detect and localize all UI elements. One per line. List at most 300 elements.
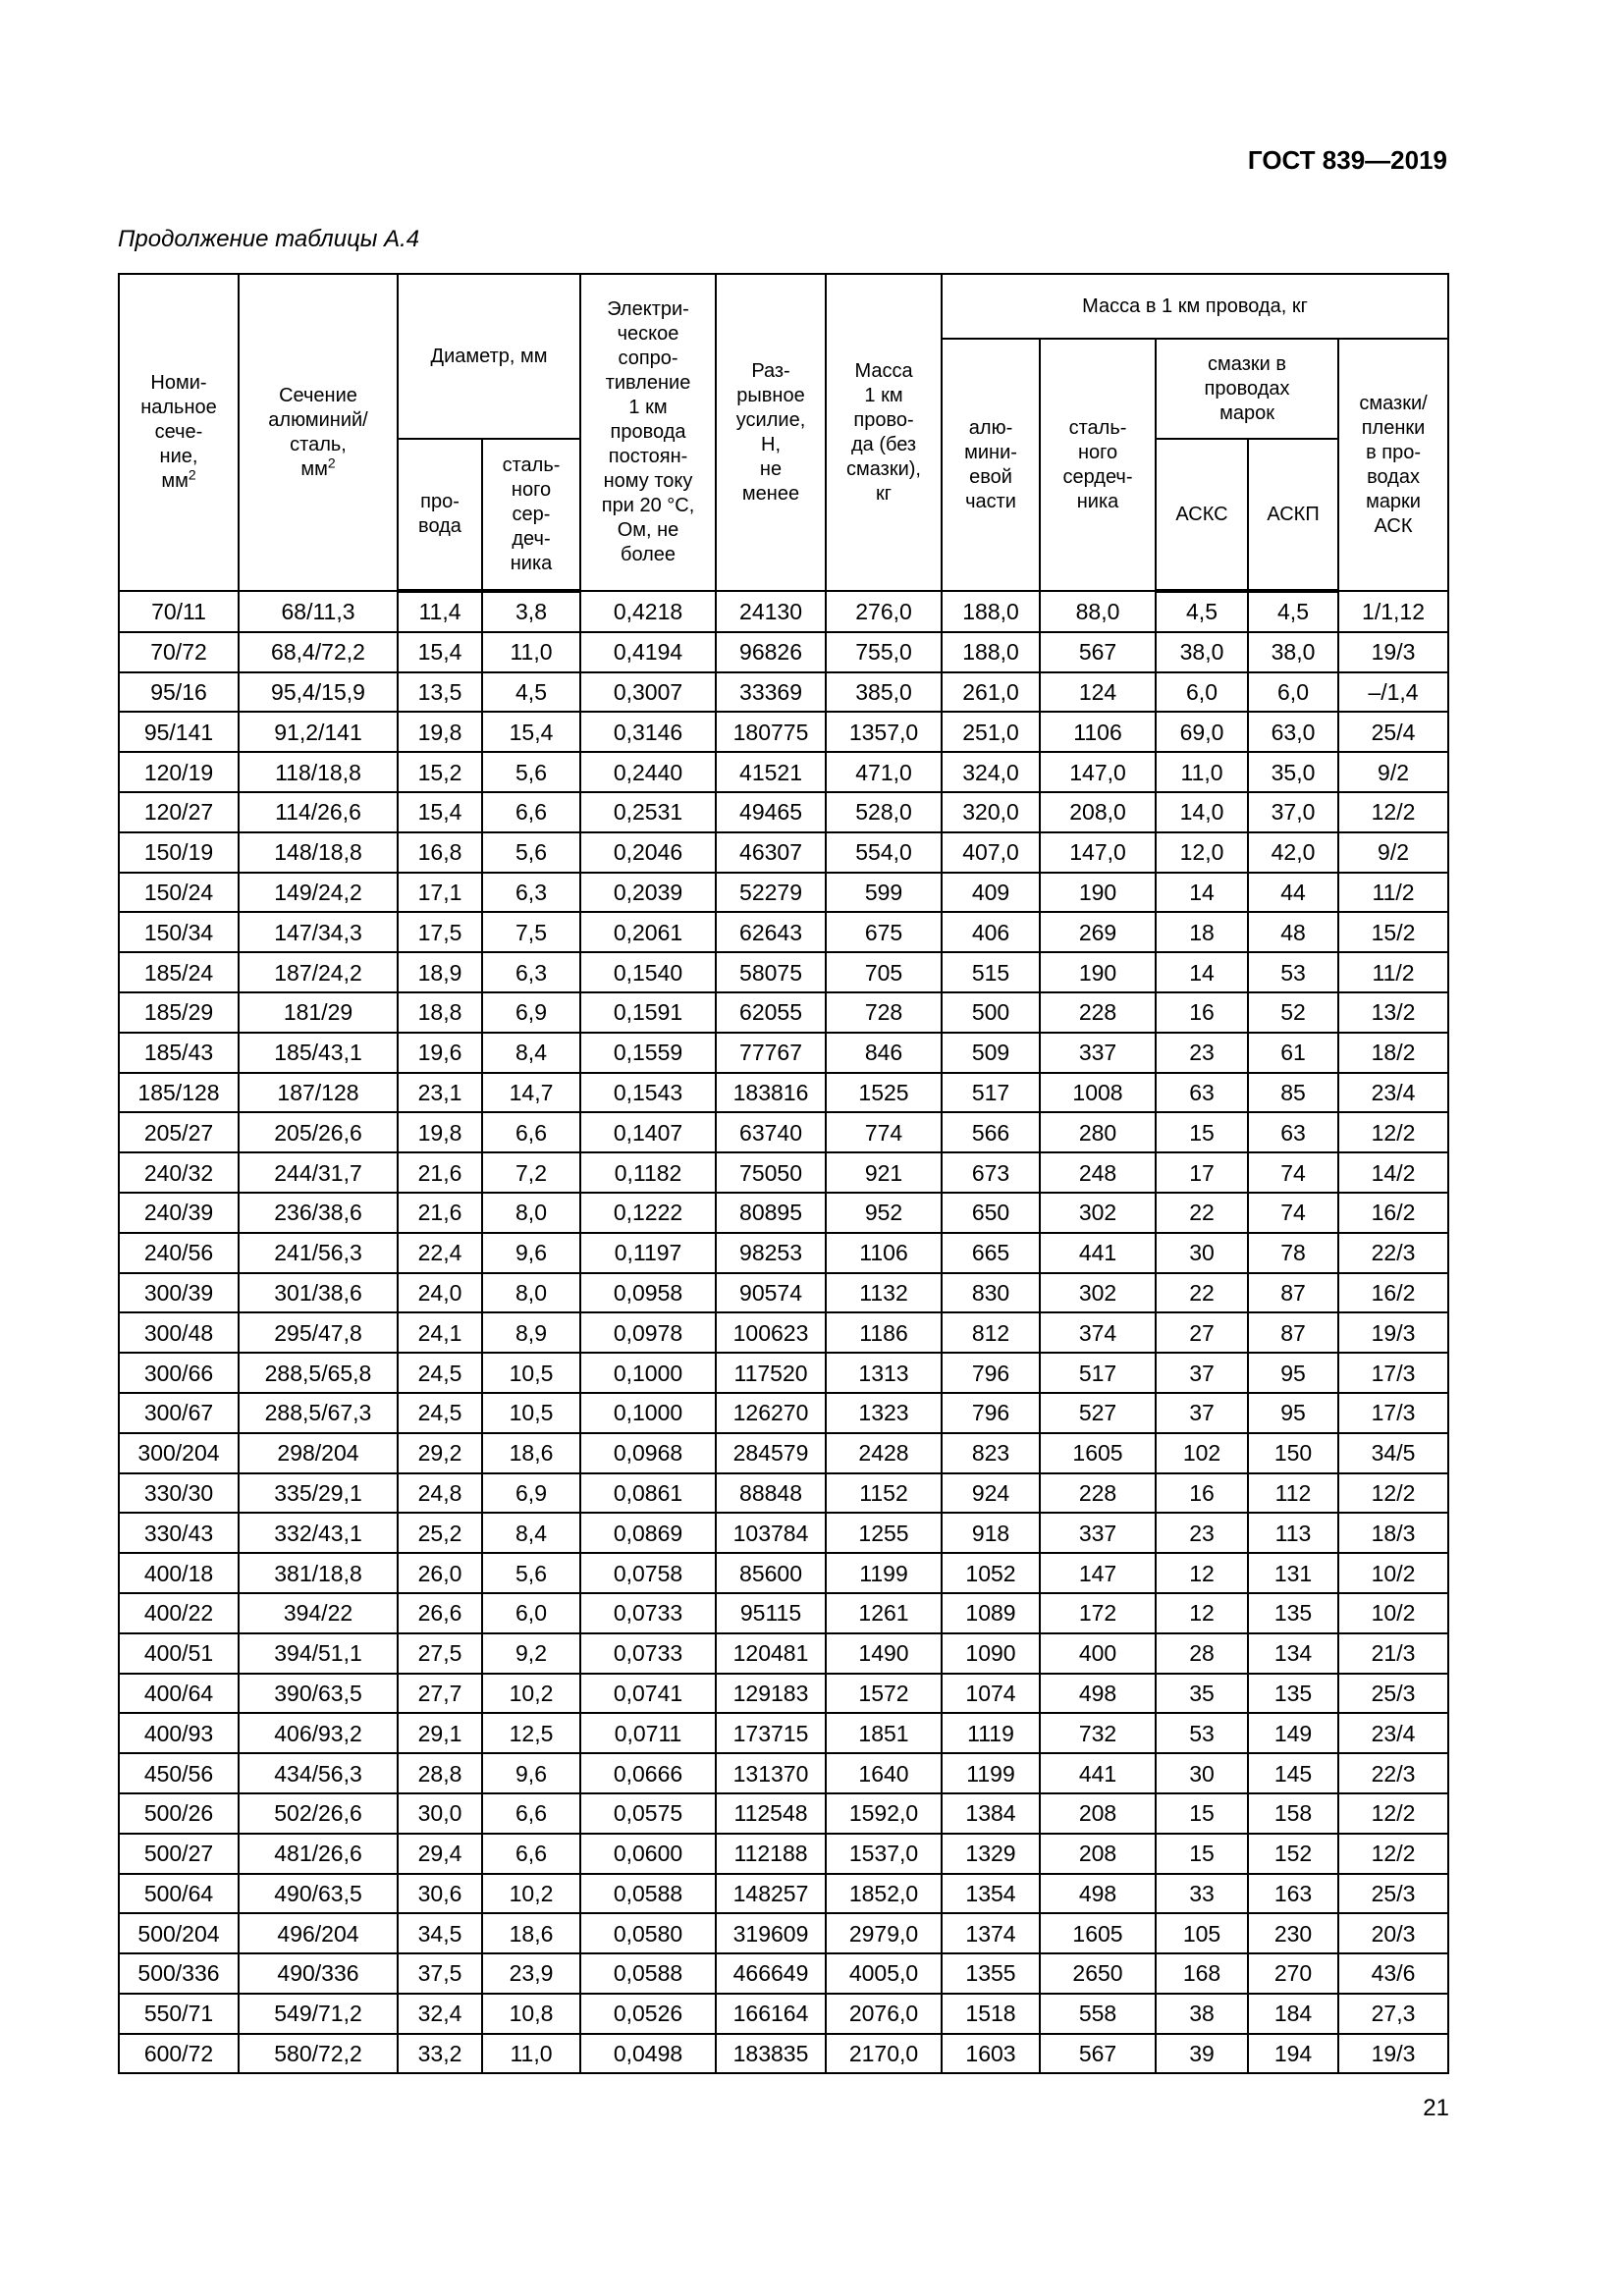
- table-cell: 33: [1156, 1874, 1248, 1914]
- table-cell: 15,4: [398, 632, 482, 672]
- table-cell: 8,4: [482, 1513, 580, 1553]
- table-cell: 502/26,6: [239, 1793, 398, 1834]
- table-cell: 240/56: [119, 1233, 239, 1273]
- table-cell: 558: [1040, 1994, 1156, 2034]
- table-cell: 406: [942, 912, 1040, 952]
- table-cell: 25/4: [1338, 712, 1448, 752]
- table-cell: 30,6: [398, 1874, 482, 1914]
- table-cell: 1052: [942, 1553, 1040, 1593]
- table-cell: 208: [1040, 1834, 1156, 1874]
- table-cell: 0,2440: [580, 752, 716, 792]
- table-cell: 528,0: [826, 792, 942, 832]
- table-cell: 147,0: [1040, 832, 1156, 873]
- table-cell: 830: [942, 1273, 1040, 1313]
- table-cell: 95/141: [119, 712, 239, 752]
- table-cell: 1329: [942, 1834, 1040, 1874]
- table-cell: 187/128: [239, 1073, 398, 1113]
- table-row: [119, 832, 1448, 873]
- table-cell: 19/3: [1338, 2034, 1448, 2074]
- table-cell: 0,1000: [580, 1353, 716, 1393]
- table-row: [119, 1353, 1448, 1393]
- table-cell: 15: [1156, 1834, 1248, 1874]
- table-cell: 517: [942, 1073, 1040, 1113]
- table-cell: 85: [1248, 1073, 1338, 1113]
- table-cell: 244/31,7: [239, 1152, 398, 1193]
- header-grease-group: смазки в проводах марок: [1156, 339, 1338, 439]
- table-cell: 549/71,2: [239, 1994, 398, 2034]
- table-cell: 302: [1040, 1193, 1156, 1233]
- table-cell: 13/2: [1338, 992, 1448, 1033]
- table-cell: 23,9: [482, 1953, 580, 1994]
- table-cell: 163: [1248, 1874, 1338, 1914]
- table-row: [119, 591, 1448, 632]
- table-cell: 0,0733: [580, 1593, 716, 1633]
- table-cell: 62643: [716, 912, 826, 952]
- table-row: [119, 1433, 1448, 1473]
- table-cell: 6,3: [482, 952, 580, 992]
- table-cell: 95/16: [119, 672, 239, 713]
- table-cell: 27,3: [1338, 1994, 1448, 2034]
- table-cell: 0,0861: [580, 1473, 716, 1514]
- table-cell: 68/11,3: [239, 591, 398, 632]
- table-cell: 0,0978: [580, 1312, 716, 1353]
- table-cell: 390/63,5: [239, 1674, 398, 1714]
- table-cell: 22/3: [1338, 1233, 1448, 1273]
- table-cell: 9,2: [482, 1633, 580, 1674]
- table-row: [119, 672, 1448, 713]
- table-cell: 1852,0: [826, 1874, 942, 1914]
- table-cell: 280: [1040, 1112, 1156, 1152]
- table-cell: 0,0526: [580, 1994, 716, 2034]
- table-cell: 38,0: [1156, 632, 1248, 672]
- header-askp: АСКП: [1248, 439, 1338, 591]
- table-cell: 9,6: [482, 1233, 580, 1273]
- table-cell: 550/71: [119, 1994, 239, 2034]
- table-cell: 490/63,5: [239, 1874, 398, 1914]
- table-cell: 0,0588: [580, 1874, 716, 1914]
- table-cell: 19,8: [398, 1112, 482, 1152]
- table-cell: 74: [1248, 1152, 1338, 1193]
- table-cell: 1354: [942, 1874, 1040, 1914]
- table-cell: 1199: [942, 1753, 1040, 1793]
- table-cell: 20/3: [1338, 1913, 1448, 1953]
- table-cell: 149: [1248, 1713, 1338, 1753]
- table-cell: 1525: [826, 1073, 942, 1113]
- table-cell: 17: [1156, 1152, 1248, 1193]
- table-cell: 481/26,6: [239, 1834, 398, 1874]
- table-cell: 324,0: [942, 752, 1040, 792]
- table-cell: 150/34: [119, 912, 239, 952]
- table-cell: 62055: [716, 992, 826, 1033]
- table-cell: 188,0: [942, 591, 1040, 632]
- header-section-ratio: Сечение алюминий/ сталь, $мм^2$: [239, 274, 398, 591]
- table-cell: 70/11: [119, 591, 239, 632]
- table-cell: 774: [826, 1112, 942, 1152]
- table-cell: 18: [1156, 912, 1248, 952]
- table-cell: 1384: [942, 1793, 1040, 1834]
- table-cell: 1851: [826, 1713, 942, 1753]
- table-cell: 46307: [716, 832, 826, 873]
- table-cell: 952: [826, 1193, 942, 1233]
- table-cell: 240/39: [119, 1193, 239, 1233]
- table-cell: 49465: [716, 792, 826, 832]
- table-cell: 3,8: [482, 591, 580, 632]
- table-cell: 300/48: [119, 1312, 239, 1353]
- table-cell: 18/3: [1338, 1513, 1448, 1553]
- table-cell: 0,0498: [580, 2034, 716, 2074]
- table-cell: 16,8: [398, 832, 482, 873]
- table-row: [119, 1913, 1448, 1953]
- table-cell: 400/22: [119, 1593, 239, 1633]
- table-cell: 599: [826, 873, 942, 913]
- table-row: [119, 1312, 1448, 1353]
- table-cell: 53: [1156, 1713, 1248, 1753]
- table-cell: 38: [1156, 1994, 1248, 2034]
- table-cell: 1355: [942, 1953, 1040, 1994]
- table-cell: 0,0869: [580, 1513, 716, 1553]
- table-caption: Продолжение таблицы А.4: [118, 226, 420, 252]
- table-cell: 12/2: [1338, 1834, 1448, 1874]
- table-cell: 515: [942, 952, 1040, 992]
- table-cell: 673: [942, 1152, 1040, 1193]
- table-cell: 675: [826, 912, 942, 952]
- table-cell: 188,0: [942, 632, 1040, 672]
- table-cell: 500/204: [119, 1913, 239, 1953]
- table-cell: 466649: [716, 1953, 826, 1994]
- table-cell: 103784: [716, 1513, 826, 1553]
- table-cell: 63: [1156, 1073, 1248, 1113]
- table-cell: 490/336: [239, 1953, 398, 1994]
- table-cell: 38,0: [1248, 632, 1338, 672]
- table-cell: 1/1,12: [1338, 591, 1448, 632]
- table-row: [119, 873, 1448, 913]
- table-row: [119, 1953, 1448, 1994]
- table-cell: 755,0: [826, 632, 942, 672]
- table-cell: 12: [1156, 1593, 1248, 1633]
- table-cell: 194: [1248, 2034, 1338, 2074]
- table-cell: 11,0: [482, 632, 580, 672]
- table-cell: 10,8: [482, 1994, 580, 2034]
- table-cell: 42,0: [1248, 832, 1338, 873]
- table-cell: 48: [1248, 912, 1338, 952]
- table-cell: 1261: [826, 1593, 942, 1633]
- table-cell: 187/24,2: [239, 952, 398, 992]
- table-cell: 12,0: [1156, 832, 1248, 873]
- table-cell: 149/24,2: [239, 873, 398, 913]
- table-cell: –/1,4: [1338, 672, 1448, 713]
- table-cell: 23: [1156, 1513, 1248, 1553]
- table-cell: 6,3: [482, 873, 580, 913]
- table-cell: 26,0: [398, 1553, 482, 1593]
- table-cell: 6,9: [482, 992, 580, 1033]
- table-cell: 665: [942, 1233, 1040, 1273]
- table-cell: 19/3: [1338, 1312, 1448, 1353]
- table-cell: 300/67: [119, 1393, 239, 1433]
- table-cell: 18,6: [482, 1913, 580, 1953]
- table-cell: 732: [1040, 1713, 1156, 1753]
- table-cell: 0,0588: [580, 1953, 716, 1994]
- table-cell: 2428: [826, 1433, 942, 1473]
- table-cell: 4,5: [1248, 591, 1338, 632]
- table-row: [119, 752, 1448, 792]
- table-cell: 168: [1156, 1953, 1248, 1994]
- table-cell: 0,1182: [580, 1152, 716, 1193]
- table-cell: 16: [1156, 1473, 1248, 1514]
- table-cell: 29,1: [398, 1713, 482, 1753]
- table-cell: 566: [942, 1112, 1040, 1152]
- table-cell: 0,1000: [580, 1393, 716, 1433]
- table-cell: 9/2: [1338, 832, 1448, 873]
- table-cell: 319609: [716, 1913, 826, 1953]
- table-cell: 8,4: [482, 1033, 580, 1073]
- table-row: [119, 1713, 1448, 1753]
- table-cell: 332/43,1: [239, 1513, 398, 1553]
- table-cell: 240/32: [119, 1152, 239, 1193]
- table-cell: 1106: [1040, 712, 1156, 752]
- table-cell: 0,2531: [580, 792, 716, 832]
- table-cell: 37: [1156, 1353, 1248, 1393]
- table-cell: 6,6: [482, 792, 580, 832]
- table-row: [119, 1593, 1448, 1633]
- table-cell: 22: [1156, 1193, 1248, 1233]
- table-cell: 185/29: [119, 992, 239, 1033]
- table-cell: 0,1543: [580, 1073, 716, 1113]
- table-cell: 2076,0: [826, 1994, 942, 2034]
- table-row: [119, 952, 1448, 992]
- table-cell: 32,4: [398, 1994, 482, 2034]
- table-cell: 173715: [716, 1713, 826, 1753]
- table-cell: 300/39: [119, 1273, 239, 1313]
- table-cell: 17,5: [398, 912, 482, 952]
- table-cell: 230: [1248, 1913, 1338, 1953]
- table-cell: 17/3: [1338, 1353, 1448, 1393]
- table-cell: 302: [1040, 1273, 1156, 1313]
- table-cell: 498: [1040, 1674, 1156, 1714]
- table-cell: 27,7: [398, 1674, 482, 1714]
- table-cell: 114/26,6: [239, 792, 398, 832]
- table-cell: 30,0: [398, 1793, 482, 1834]
- table-cell: 15/2: [1338, 912, 1448, 952]
- table-cell: 63740: [716, 1112, 826, 1152]
- table-row: [119, 912, 1448, 952]
- table-cell: 517: [1040, 1353, 1156, 1393]
- table-cell: 185/43,1: [239, 1033, 398, 1073]
- table-cell: 6,6: [482, 1793, 580, 1834]
- table-row: [119, 1233, 1448, 1273]
- table-cell: 0,0666: [580, 1753, 716, 1793]
- table-cell: 5,6: [482, 1553, 580, 1593]
- table-cell: 23: [1156, 1033, 1248, 1073]
- table-cell: 330/30: [119, 1473, 239, 1514]
- table-cell: 11/2: [1338, 873, 1448, 913]
- table-cell: 44: [1248, 873, 1338, 913]
- table-cell: 15: [1156, 1112, 1248, 1152]
- table-cell: 300/204: [119, 1433, 239, 1473]
- table-cell: 61: [1248, 1033, 1338, 1073]
- table-cell: 158: [1248, 1793, 1338, 1834]
- table-cell: 10,5: [482, 1393, 580, 1433]
- table-cell: 241/56,3: [239, 1233, 398, 1273]
- table-cell: 1090: [942, 1633, 1040, 1674]
- table-row: [119, 1513, 1448, 1553]
- table-cell: 0,0711: [580, 1713, 716, 1753]
- table-cell: 228: [1040, 992, 1156, 1033]
- table-cell: 18,9: [398, 952, 482, 992]
- table-cell: 0,2046: [580, 832, 716, 873]
- table-cell: 381/18,8: [239, 1553, 398, 1593]
- table-cell: 4,5: [482, 672, 580, 713]
- table-cell: 124: [1040, 672, 1156, 713]
- table-cell: 181/29: [239, 992, 398, 1033]
- header-mass-aluminium: алю- мини- евой части: [942, 339, 1040, 591]
- table-cell: 16/2: [1338, 1193, 1448, 1233]
- table-cell: 471,0: [826, 752, 942, 792]
- table-row: [119, 1033, 1448, 1073]
- table-cell: 22/3: [1338, 1753, 1448, 1793]
- table-cell: 14,7: [482, 1073, 580, 1113]
- header-askc: АСКС: [1156, 439, 1248, 591]
- table-cell: 1490: [826, 1633, 942, 1674]
- table-cell: 30: [1156, 1753, 1248, 1793]
- table-cell: 145: [1248, 1753, 1338, 1793]
- table-cell: 126270: [716, 1393, 826, 1433]
- table-cell: 185/24: [119, 952, 239, 992]
- table-cell: 166164: [716, 1994, 826, 2034]
- table-cell: 8,9: [482, 1312, 580, 1353]
- table-cell: 600/72: [119, 2034, 239, 2074]
- header-diameter: Диаметр, мм: [398, 274, 580, 439]
- table-cell: 248: [1040, 1152, 1156, 1193]
- table-cell: 22: [1156, 1273, 1248, 1313]
- table-cell: 498: [1040, 1874, 1156, 1914]
- table-body: [119, 591, 1448, 2073]
- table-cell: 15,4: [398, 792, 482, 832]
- table-cell: 52279: [716, 873, 826, 913]
- table-cell: 567: [1040, 632, 1156, 672]
- table-cell: 27,5: [398, 1633, 482, 1674]
- table-cell: 78: [1248, 1233, 1338, 1273]
- table-cell: 113: [1248, 1513, 1338, 1553]
- table-cell: 16: [1156, 992, 1248, 1033]
- table-cell: 1374: [942, 1913, 1040, 1953]
- table-cell: 39: [1156, 2034, 1248, 2074]
- table-cell: 261,0: [942, 672, 1040, 713]
- table-row: [119, 792, 1448, 832]
- table-row: [119, 1193, 1448, 1233]
- table-cell: 0,0733: [580, 1633, 716, 1674]
- table-cell: 0,2039: [580, 873, 716, 913]
- table-cell: 4,5: [1156, 591, 1248, 632]
- table-cell: 11,0: [482, 2034, 580, 2074]
- table-cell: 37,0: [1248, 792, 1338, 832]
- table-cell: 147: [1040, 1553, 1156, 1593]
- table-cell: 208: [1040, 1793, 1156, 1834]
- header-diameter-core: сталь- ного сер- деч- ника: [482, 439, 580, 591]
- table-cell: 87: [1248, 1273, 1338, 1313]
- table-cell: 1605: [1040, 1433, 1156, 1473]
- table-cell: 117520: [716, 1353, 826, 1393]
- table-cell: 24,1: [398, 1312, 482, 1353]
- table-cell: 185/128: [119, 1073, 239, 1113]
- table-cell: 500/336: [119, 1953, 239, 1994]
- table-cell: 63: [1248, 1112, 1338, 1152]
- header-resistance: Электри- ческое сопро- тивление 1 км провода постоян- ному току при 20 °С, Ом, не более: [580, 274, 716, 591]
- table-cell: 205/27: [119, 1112, 239, 1152]
- table-cell: 409: [942, 873, 1040, 913]
- table-cell: 0,0575: [580, 1793, 716, 1834]
- header-grease-film: смазки/ пленки в про- водах марки АСК: [1338, 339, 1448, 591]
- table-cell: 120481: [716, 1633, 826, 1674]
- table-cell: 6,0: [1248, 672, 1338, 713]
- table-cell: 1323: [826, 1393, 942, 1433]
- table-cell: 6,6: [482, 1834, 580, 1874]
- table-cell: 18,8: [398, 992, 482, 1033]
- table-cell: 27: [1156, 1312, 1248, 1353]
- table-cell: 34/5: [1338, 1433, 1448, 1473]
- table-cell: 400/64: [119, 1674, 239, 1714]
- data-table: [118, 273, 1449, 2074]
- table-header: [119, 274, 1448, 591]
- table-row: [119, 632, 1448, 672]
- table-cell: 650: [942, 1193, 1040, 1233]
- table-row: [119, 1473, 1448, 1514]
- table-cell: 400/93: [119, 1713, 239, 1753]
- table-cell: 185/43: [119, 1033, 239, 1073]
- header-nominal-section: Номи- нальное сече- ние, $мм^2$: [119, 274, 239, 591]
- table-cell: 37: [1156, 1393, 1248, 1433]
- table-cell: 25/3: [1338, 1874, 1448, 1914]
- table-cell: 100623: [716, 1312, 826, 1353]
- table-cell: 12/2: [1338, 792, 1448, 832]
- table-cell: 269: [1040, 912, 1156, 952]
- table-cell: 150/24: [119, 873, 239, 913]
- table-cell: 0,1407: [580, 1112, 716, 1152]
- table-cell: 134: [1248, 1633, 1338, 1674]
- table-cell: 33,2: [398, 2034, 482, 2074]
- table-cell: 924: [942, 1473, 1040, 1514]
- table-cell: 1605: [1040, 1913, 1156, 1953]
- table-cell: 18,6: [482, 1433, 580, 1473]
- table-row: [119, 1073, 1448, 1113]
- table-cell: 172: [1040, 1593, 1156, 1633]
- table-cell: 183835: [716, 2034, 826, 2074]
- table-cell: 14: [1156, 873, 1248, 913]
- table-cell: 0,0741: [580, 1674, 716, 1714]
- table-cell: 1132: [826, 1273, 942, 1313]
- table-cell: 823: [942, 1433, 1040, 1473]
- table-cell: 90574: [716, 1273, 826, 1313]
- table-cell: 335/29,1: [239, 1473, 398, 1514]
- table-cell: 1106: [826, 1233, 942, 1273]
- table-cell: 554,0: [826, 832, 942, 873]
- table-cell: 35: [1156, 1674, 1248, 1714]
- table-cell: 19,6: [398, 1033, 482, 1073]
- table-cell: 148257: [716, 1874, 826, 1914]
- table-cell: 1518: [942, 1994, 1040, 2034]
- table-cell: 0,2061: [580, 912, 716, 952]
- table-cell: 337: [1040, 1513, 1156, 1553]
- table-cell: 1603: [942, 2034, 1040, 2074]
- table-row: [119, 1553, 1448, 1593]
- table-cell: 270: [1248, 1953, 1338, 1994]
- header-mass-steel-core: сталь- ного сердеч- ника: [1040, 339, 1156, 591]
- table-row: [119, 1112, 1448, 1152]
- table-cell: 7,5: [482, 912, 580, 952]
- table-cell: 0,0758: [580, 1553, 716, 1593]
- table-cell: 87: [1248, 1312, 1338, 1353]
- table-cell: 0,0958: [580, 1273, 716, 1313]
- table-cell: 88848: [716, 1473, 826, 1514]
